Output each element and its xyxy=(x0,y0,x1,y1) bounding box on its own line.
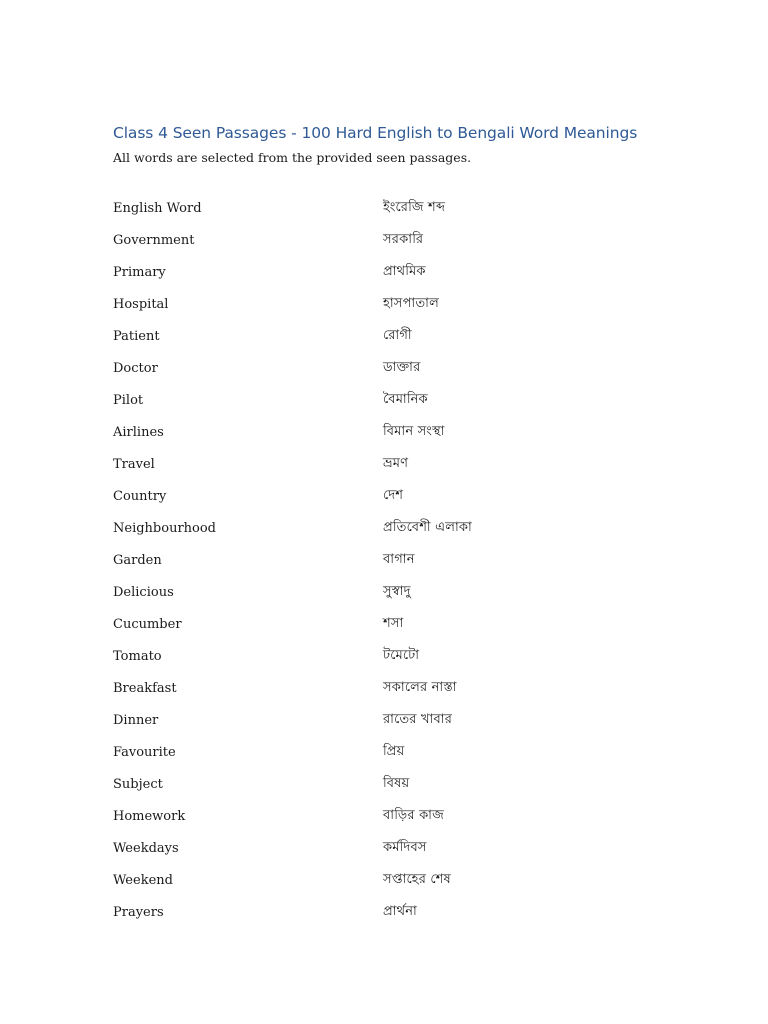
table-row xyxy=(113,584,673,616)
table-row xyxy=(113,552,673,584)
english-word: Patient xyxy=(113,329,160,344)
bengali-meaning: সপ্তাহের শেষ xyxy=(383,872,451,887)
english-word: Weekend xyxy=(113,873,173,888)
bengali-meaning: ভ্রমণ xyxy=(383,456,409,471)
bengali-meaning: দেশ xyxy=(383,488,404,503)
english-word: Breakfast xyxy=(113,681,177,696)
bengali-meaning: বাগান xyxy=(383,552,415,567)
english-word: Garden xyxy=(113,553,162,568)
english-word: Primary xyxy=(113,265,166,280)
bengali-meaning: ডাক্তার xyxy=(383,360,421,375)
bengali-meaning: প্রাথমিক xyxy=(383,264,426,279)
table-row xyxy=(113,264,673,296)
bengali-meaning: বাড়ির কাজ xyxy=(383,808,444,823)
header-bengali-word: ইংরেজি শব্দ xyxy=(383,200,446,215)
table-row xyxy=(113,232,673,264)
bengali-meaning: বিষয় xyxy=(383,776,410,791)
table-row xyxy=(113,776,673,808)
english-word: Doctor xyxy=(113,361,158,376)
bengali-meaning: সকালের নাস্তা xyxy=(383,680,457,695)
bengali-meaning: কর্মদিবস xyxy=(383,840,427,855)
bengali-meaning: রোগী xyxy=(383,328,412,343)
bengali-meaning: হাসপাতাল xyxy=(383,296,439,311)
table-row xyxy=(113,520,673,552)
english-word: Prayers xyxy=(113,905,164,920)
table-row xyxy=(113,872,673,904)
table-row xyxy=(113,616,673,648)
table-row xyxy=(113,456,673,488)
bengali-meaning: সরকারি xyxy=(383,232,424,247)
table-row xyxy=(113,488,673,520)
document-subtitle: All words are selected from the provided seen passages. xyxy=(113,150,472,165)
english-word: Neighbourhood xyxy=(113,521,217,536)
english-word: Dinner xyxy=(113,713,159,728)
english-word: Country xyxy=(113,489,167,504)
table-row xyxy=(113,680,673,712)
english-word: Cucumber xyxy=(113,617,182,632)
english-word: Pilot xyxy=(113,393,144,408)
word-meaning-table xyxy=(113,200,673,936)
bengali-meaning: বৈমানিক xyxy=(383,392,428,407)
table-row xyxy=(113,328,673,360)
english-word: Delicious xyxy=(113,585,174,600)
bengali-meaning: প্রিয় xyxy=(383,744,405,759)
english-word: Airlines xyxy=(113,425,164,440)
bengali-meaning: প্রতিবেশী এলাকা xyxy=(383,520,472,535)
table-row xyxy=(113,392,673,424)
table-row xyxy=(113,904,673,936)
bengali-meaning: টমেটো xyxy=(383,648,420,663)
table-row xyxy=(113,424,673,456)
english-word: Tomato xyxy=(113,649,162,664)
bengali-meaning: বিমান সংস্থা xyxy=(383,424,445,439)
english-word: Weekdays xyxy=(113,841,179,856)
table-header-row xyxy=(113,200,673,232)
table-row xyxy=(113,296,673,328)
header-english-word: English Word xyxy=(113,201,202,216)
english-word: Hospital xyxy=(113,297,169,312)
bengali-meaning: রাতের খাবার xyxy=(383,712,453,727)
english-word: Subject xyxy=(113,777,163,792)
table-row xyxy=(113,744,673,776)
table-row xyxy=(113,712,673,744)
bengali-meaning: শসা xyxy=(383,616,404,631)
table-row xyxy=(113,840,673,872)
table-row xyxy=(113,808,673,840)
english-word: Homework xyxy=(113,809,186,824)
bengali-meaning: সুস্বাদু xyxy=(383,584,411,599)
table-row xyxy=(113,360,673,392)
english-word: Favourite xyxy=(113,745,176,760)
english-word: Government xyxy=(113,233,195,248)
bengali-meaning: প্রার্থনা xyxy=(383,904,418,919)
table-row xyxy=(113,648,673,680)
document-title: Class 4 Seen Passages - 100 Hard English to Bengali Word Meanings xyxy=(113,124,638,142)
english-word: Travel xyxy=(113,457,155,472)
